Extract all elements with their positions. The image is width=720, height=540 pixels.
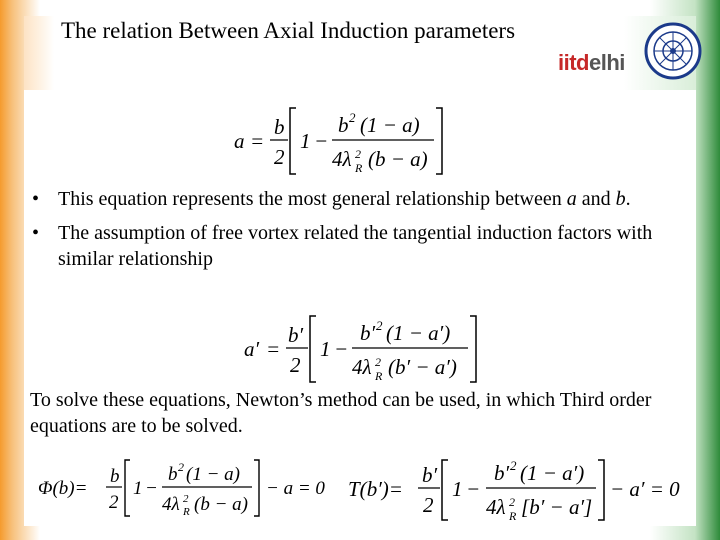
svg-text:−: − <box>334 337 349 361</box>
svg-text:(1 − a): (1 − a) <box>360 113 420 137</box>
svg-text:−: − <box>314 129 329 153</box>
svg-text:(b′ − a′): (b′ − a′) <box>388 355 457 379</box>
slide-title: The relation Between Axial Induction parameters <box>60 18 516 43</box>
equation-a <box>228 102 448 180</box>
svg-text:Φ(b)=: Φ(b)= <box>38 478 88 499</box>
svg-text:4λ: 4λ <box>486 495 506 519</box>
bullet-item-1: • This equation represents the most general relationship between a and b. <box>32 188 631 210</box>
svg-text:(b − a): (b − a) <box>368 147 428 171</box>
svg-text:2: 2 <box>510 458 517 473</box>
svg-text:2: 2 <box>509 495 515 509</box>
svg-text:b: b <box>110 466 120 487</box>
svg-text:=: = <box>250 129 265 153</box>
svg-text:R: R <box>355 161 363 175</box>
svg-text:2: 2 <box>290 353 301 377</box>
svg-text:b: b <box>338 113 349 137</box>
svg-text:b: b <box>274 115 285 139</box>
svg-text:2: 2 <box>423 493 434 517</box>
svg-text:2: 2 <box>376 318 383 333</box>
bullet-dot: • <box>32 188 40 210</box>
svg-text:(1 − a′): (1 − a′) <box>520 461 585 485</box>
bullet-item-2: • The assumption of free vortex related the tangential induction factors with similar relationship <box>32 222 653 270</box>
svg-text:− a′ = 0: − a′ = 0 <box>610 477 680 501</box>
svg-text:4λ: 4λ <box>332 147 352 171</box>
svg-text:1: 1 <box>133 478 143 499</box>
svg-text:2: 2 <box>349 110 356 125</box>
svg-text:2: 2 <box>274 145 285 169</box>
svg-text:b′: b′ <box>422 463 438 487</box>
equation-phi <box>34 456 330 522</box>
svg-text:1: 1 <box>320 337 331 361</box>
svg-text:2: 2 <box>109 492 119 513</box>
svg-text:R: R <box>183 506 190 518</box>
svg-text:R: R <box>375 369 383 383</box>
svg-text:4λ: 4λ <box>352 355 372 379</box>
svg-text:4λ: 4λ <box>162 494 180 515</box>
svg-text:b: b <box>168 464 178 485</box>
svg-text:−: − <box>145 478 158 499</box>
svg-text:− a = 0: − a = 0 <box>266 478 325 499</box>
svg-text:a: a <box>234 129 245 153</box>
iit-seal-icon <box>644 22 702 80</box>
svg-text:(b − a): (b − a) <box>194 494 248 515</box>
svg-text:2: 2 <box>355 147 361 161</box>
svg-text:1: 1 <box>300 129 311 153</box>
svg-text:[b′ − a′]: [b′ − a′] <box>521 495 593 519</box>
svg-text:T(b′)=: T(b′)= <box>348 477 403 501</box>
bullet-dot: • <box>32 222 40 244</box>
svg-text:R: R <box>509 509 517 523</box>
svg-text:b′: b′ <box>288 323 304 347</box>
iitd-logo-text: iitdelhi <box>558 50 625 75</box>
svg-text:−: − <box>466 477 481 501</box>
equation-t <box>346 456 690 526</box>
equation-a-prime <box>238 312 482 388</box>
svg-text:2: 2 <box>183 493 189 505</box>
svg-text:=: = <box>266 337 281 361</box>
svg-text:1: 1 <box>452 477 463 501</box>
bullet-list <box>28 186 688 280</box>
svg-text:b′: b′ <box>360 321 376 345</box>
newton-method-paragraph: To solve these equations, Newton’s method can be used, in which Third order equations are to be solved. <box>30 389 652 437</box>
svg-text:(1 − a): (1 − a) <box>186 464 240 485</box>
svg-text:(1 − a′): (1 − a′) <box>386 321 451 345</box>
svg-text:b′: b′ <box>494 461 510 485</box>
svg-text:a′: a′ <box>244 337 260 361</box>
svg-text:2: 2 <box>375 355 381 369</box>
svg-text:2: 2 <box>178 460 184 474</box>
